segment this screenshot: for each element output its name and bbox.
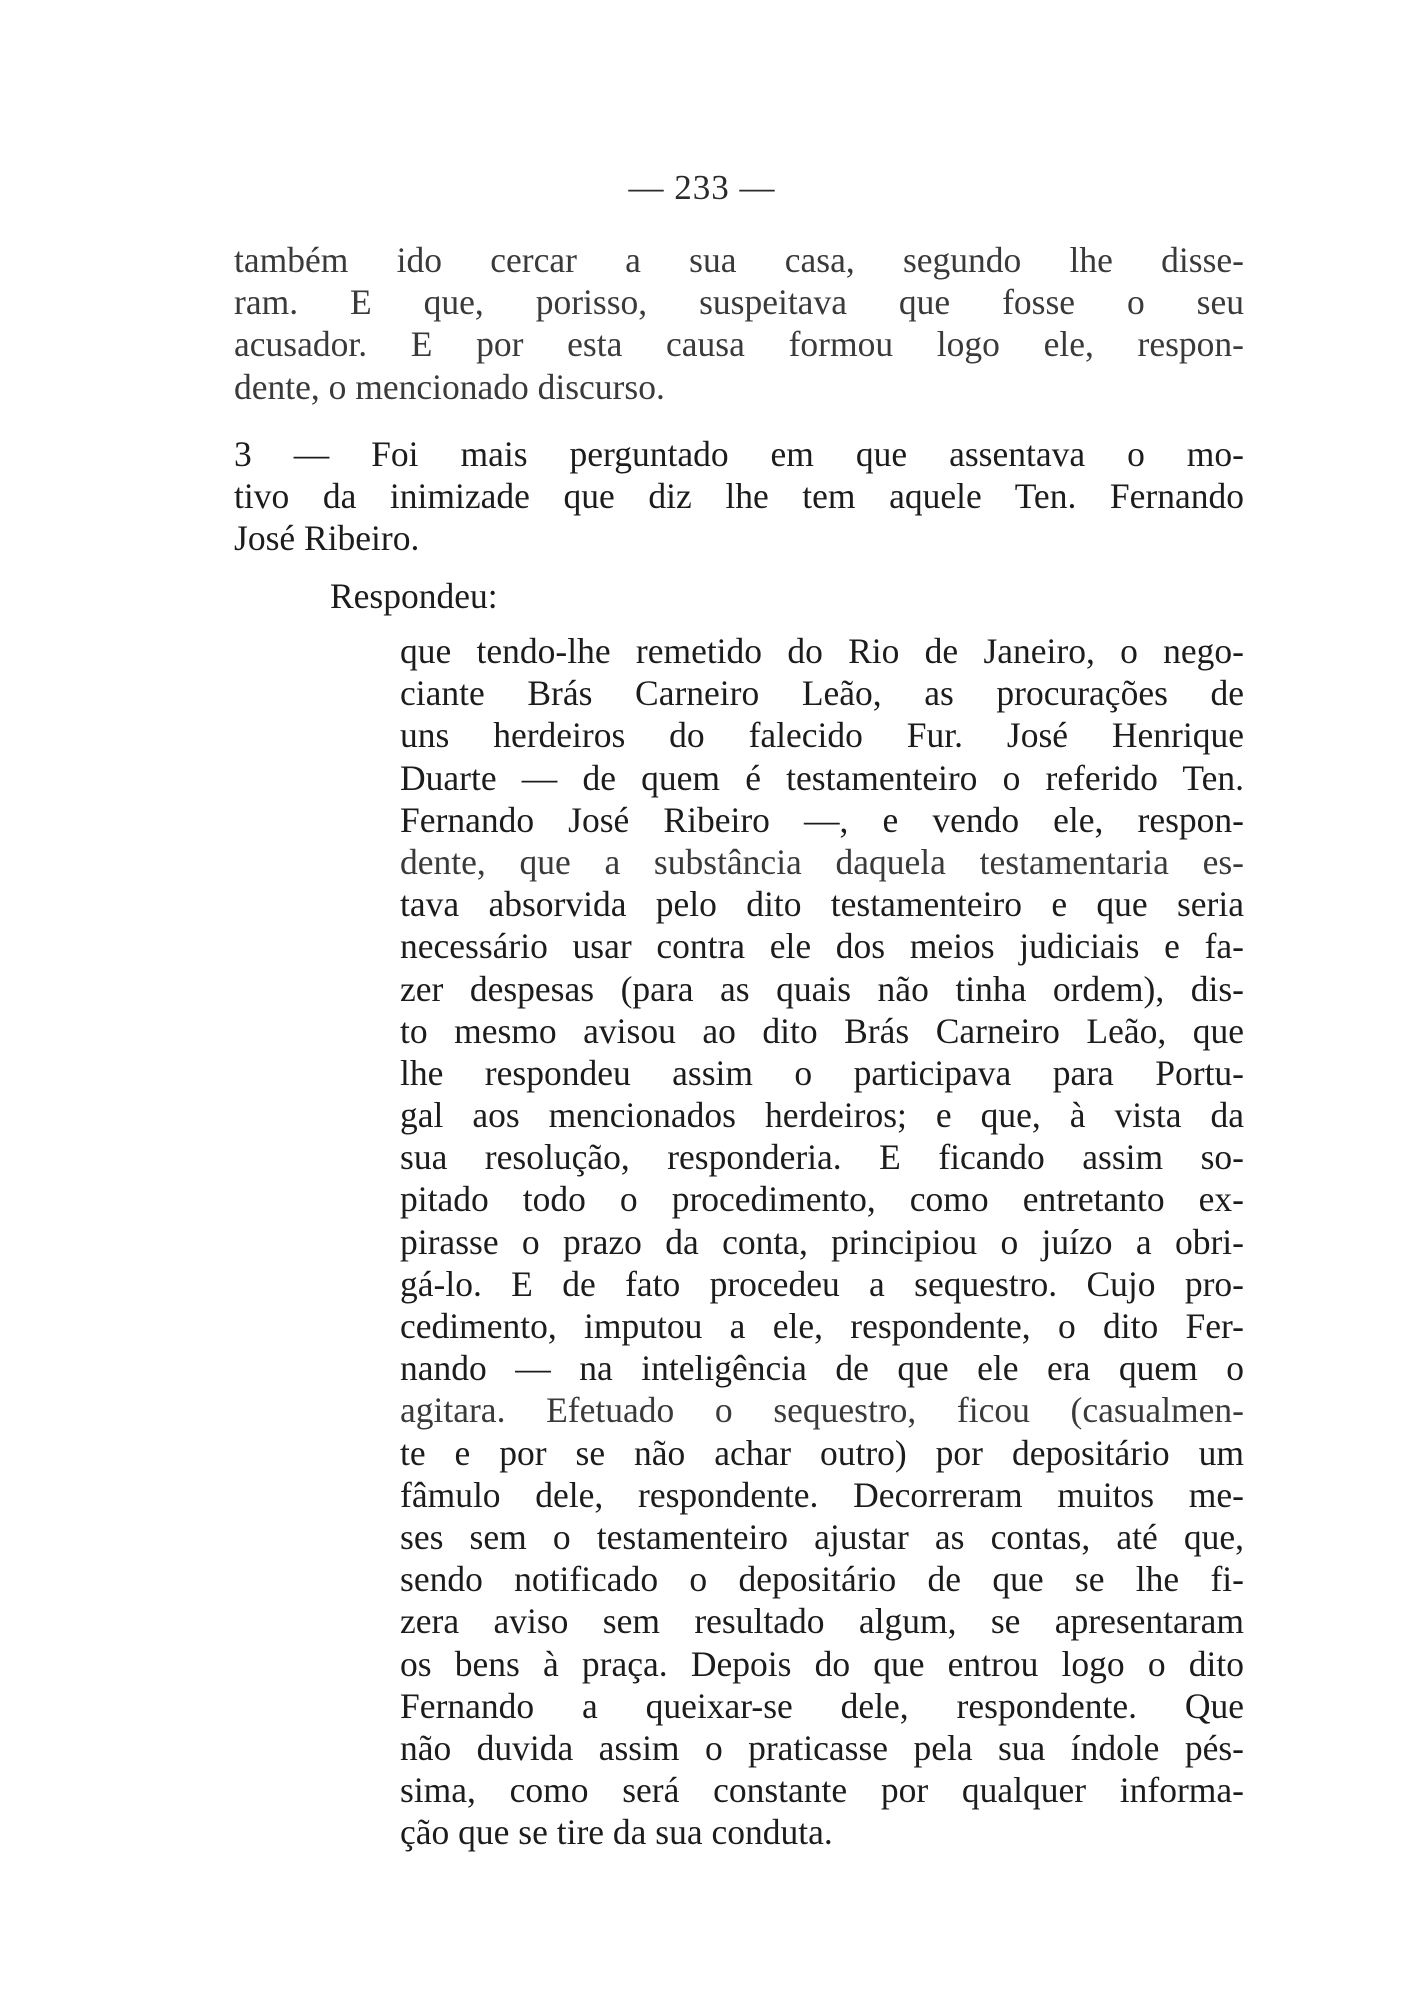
text-line: to mesmo avisou ao dito Brás Carneiro Leão, que (400, 1010, 1244, 1051)
text-line: 3 — Foi mais perguntado em que assentava o mo- (234, 434, 1244, 474)
text-line: Fernando a queixar-se dele, respondente. Que (400, 1685, 1244, 1726)
text-line: gal aos mencionados herdeiros; e que, à vista da (400, 1095, 1244, 1136)
text-line: gá-lo. E de fato procedeu a sequestro. Cujo pro- (400, 1263, 1244, 1304)
text-line: tava absorvida pelo dito testamenteiro e que seria (400, 884, 1244, 925)
text-line: ram. E que, porisso, suspeitava que fosse o seu (234, 282, 1244, 323)
page-number: — 233 — (628, 168, 776, 207)
text-line: ciante Brás Carneiro Leão, as procurações de (400, 673, 1244, 714)
text-line: zer despesas (para as quais não tinha ordem), dis- (400, 968, 1244, 1009)
text-line: te e por se não achar outro) por depositário um (400, 1432, 1244, 1473)
text-line: Fernando José Ribeiro —, e vendo ele, respon- (400, 799, 1244, 840)
answer-paragraph (400, 630, 1244, 1853)
text-line: José Ribeiro. (234, 518, 420, 559)
text-line: tivo da inimizade que diz lhe tem aquele Ten. Fernando (234, 476, 1244, 517)
text-line: cedimento, imputou a ele, respondente, o dito Fer- (400, 1306, 1244, 1346)
text-line: uns herdeiros do falecido Fur. José Henrique (400, 715, 1244, 756)
text-line: zera aviso sem resultado algum, se apresentaram (400, 1601, 1244, 1642)
text-line: dente, que a substância daquela testamentaria es- (400, 841, 1244, 882)
text-line: Respondeu: (330, 576, 498, 616)
text-line: pitado todo o procedimento, como entretanto ex- (400, 1179, 1244, 1220)
text-line: necessário usar contra ele dos meios judiciais e fa- (400, 926, 1244, 967)
paragraph-continuation (234, 239, 1244, 408)
text-line: ção que se tire da sua conduta. (400, 1812, 833, 1853)
text-line: acusador. E por esta causa formou logo ele, respon- (234, 324, 1244, 365)
text-line: Duarte — de quem é testamenteiro o referido Ten. (400, 757, 1244, 798)
respondeu-label (330, 575, 830, 617)
text-line: agitara. Efetuado o sequestro, ficou (casualmen- (400, 1390, 1244, 1431)
text-line: que tendo-lhe remetido do Rio de Janeiro, o nego- (400, 631, 1244, 671)
text-line: nando — na inteligência de que ele era quem o (400, 1348, 1244, 1389)
text-line: sendo notificado o depositário de que se lhe fi- (400, 1559, 1244, 1600)
text-line: sima, como será constante por qualquer informa- (400, 1770, 1244, 1811)
text-line: ses sem o testamenteiro ajustar as contas, até que, (400, 1516, 1244, 1557)
text-line: sua resolução, responderia. E ficando assim so- (400, 1137, 1244, 1178)
text-line: também ido cercar a sua casa, segundo lhe disse- (234, 240, 1244, 280)
question-3-paragraph (234, 433, 1244, 560)
text-line: fâmulo dele, respondente. Decorreram muitos me- (400, 1474, 1244, 1515)
text-line: dente, o mencionado discurso. (234, 366, 665, 407)
text-line: pirasse o prazo da conta, principiou o juízo a obri- (400, 1221, 1244, 1262)
text-line: não duvida assim o praticasse pela sua índole pés- (400, 1727, 1244, 1768)
text-line: lhe respondeu assim o participava para Portu- (400, 1052, 1244, 1093)
text-line: os bens à praça. Depois do que entrou logo o dito (400, 1643, 1244, 1684)
